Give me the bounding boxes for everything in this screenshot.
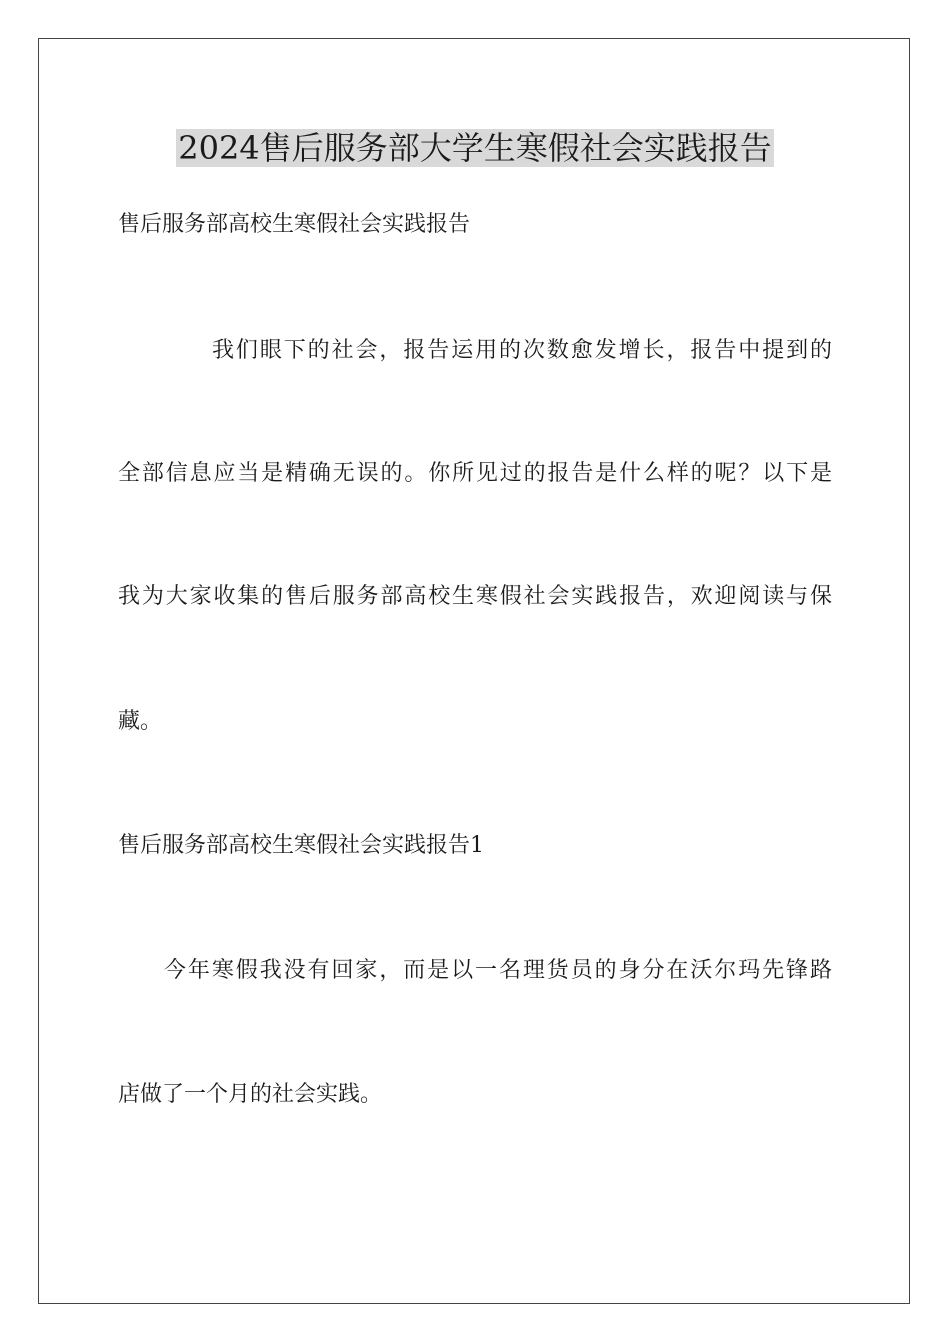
intro-line-2: 全部信息应当是精确无误的。你所见过的报告是什么样的呢？以下是 [118, 461, 832, 486]
document-subtitle: 售后服务部高校生寒假社会实践报告 [118, 212, 471, 237]
intro-line-4: 藏。 [118, 709, 163, 734]
section-line-1: 今年寒假我没有回家，而是以一名理货员的身分在沃尔玛先锋路 [164, 958, 832, 983]
intro-line-3: 我为大家收集的售后服务部高校生寒假社会实践报告，欢迎阅读与保 [118, 584, 832, 609]
document-title-text: 2024售后服务部大学生寒假社会实践报告 [178, 129, 772, 167]
intro-line-1: 我们眼下的社会，报告运用的次数愈发增长，报告中提到的 [212, 338, 832, 363]
section-line-2: 店做了一个月的社会实践。 [118, 1082, 383, 1107]
section-heading: 售后服务部高校生寒假社会实践报告1 [118, 833, 484, 858]
document-title [0, 126, 950, 170]
